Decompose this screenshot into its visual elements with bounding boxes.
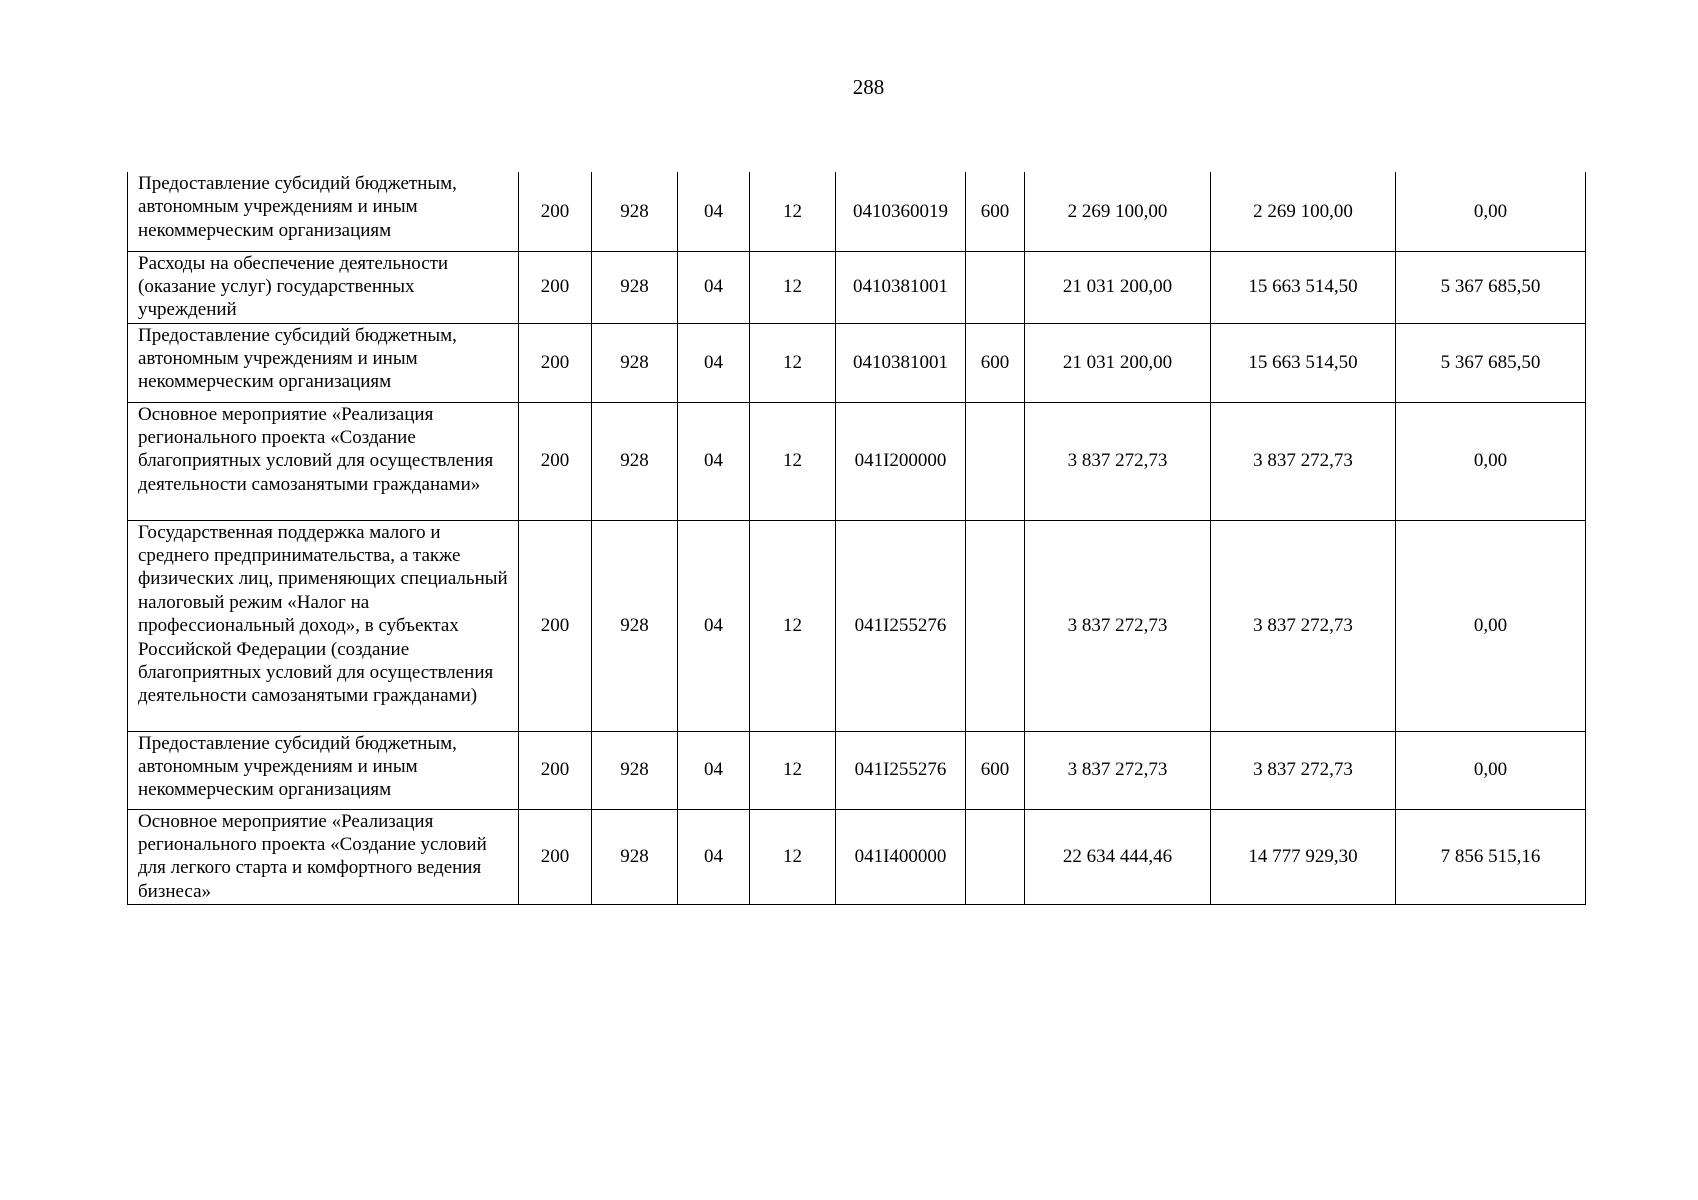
table-row — [128, 809, 1586, 904]
row-name-cell — [128, 520, 519, 731]
code-cell: 04 — [678, 251, 750, 323]
row-name: Предоставление субсидий бюджетным, автономным учреждениям и иным некоммерческим организациям — [138, 324, 457, 393]
executed-amount-cell: 14 777 929,30 — [1211, 809, 1396, 904]
code-cell: 04 — [678, 172, 750, 251]
expense-type-cell: 600 — [966, 731, 1025, 809]
code-cell: 04 — [678, 402, 750, 520]
executed-amount-cell: 15 663 514,50 — [1211, 251, 1396, 323]
target-code-cell: 041I200000 — [836, 402, 966, 520]
table-row — [128, 520, 1586, 731]
row-name-cell — [128, 402, 519, 520]
executed-amount-cell: 3 837 272,73 — [1211, 731, 1396, 809]
target-code-cell: 0410381001 — [836, 323, 966, 402]
code-cell: 200 — [519, 251, 592, 323]
row-name-cell — [128, 323, 519, 402]
code-cell: 928 — [592, 323, 678, 402]
target-code-cell: 0410360019 — [836, 172, 966, 251]
expense-type-cell — [966, 402, 1025, 520]
row-name: Предоставление субсидий бюджетным, автономным учреждениям и иным некоммерческим организациям — [138, 173, 457, 241]
budget-table — [127, 172, 1586, 905]
plan-amount-cell: 21 031 200,00 — [1025, 251, 1211, 323]
table-row — [128, 251, 1586, 323]
remainder-amount-cell: 0,00 — [1396, 520, 1586, 731]
table-row — [128, 323, 1586, 402]
remainder-amount-cell: 7 856 515,16 — [1396, 809, 1586, 904]
remainder-amount-cell: 5 367 685,50 — [1396, 323, 1586, 402]
code-cell: 12 — [750, 731, 836, 809]
code-cell: 200 — [519, 402, 592, 520]
executed-amount-cell: 3 837 272,73 — [1211, 520, 1396, 731]
plan-amount-cell: 3 837 272,73 — [1025, 520, 1211, 731]
code-cell: 12 — [750, 520, 836, 731]
remainder-amount-cell: 0,00 — [1396, 172, 1586, 251]
code-cell: 200 — [519, 172, 592, 251]
executed-amount-cell: 3 837 272,73 — [1211, 402, 1396, 520]
code-cell: 200 — [519, 809, 592, 904]
code-cell: 04 — [678, 520, 750, 731]
row-name: Основное мероприятие «Реализация регионального проекта «Создание условий для легкого старта и комфортного ведения бизнеса» — [138, 810, 487, 902]
row-name-cell — [128, 809, 519, 904]
plan-amount-cell: 21 031 200,00 — [1025, 323, 1211, 402]
expense-type-cell: 600 — [966, 323, 1025, 402]
plan-amount-cell: 3 837 272,73 — [1025, 402, 1211, 520]
target-code-cell: 041I255276 — [836, 520, 966, 731]
executed-amount-cell: 15 663 514,50 — [1211, 323, 1396, 402]
row-name-cell — [128, 251, 519, 323]
code-cell: 04 — [678, 809, 750, 904]
row-name-cell — [128, 731, 519, 809]
code-cell: 04 — [678, 323, 750, 402]
page-number: 288 — [852, 75, 885, 99]
remainder-amount-cell: 0,00 — [1396, 402, 1586, 520]
plan-amount-cell: 22 634 444,46 — [1025, 809, 1211, 904]
target-code-cell: 0410381001 — [836, 251, 966, 323]
code-cell: 12 — [750, 172, 836, 251]
plan-amount-cell: 2 269 100,00 — [1025, 172, 1211, 251]
target-code-cell: 041I400000 — [836, 809, 966, 904]
code-cell: 12 — [750, 251, 836, 323]
table-row — [128, 731, 1586, 809]
plan-amount-cell: 3 837 272,73 — [1025, 731, 1211, 809]
table-row — [128, 402, 1586, 520]
table-row — [128, 172, 1586, 251]
code-cell: 928 — [592, 251, 678, 323]
expense-type-cell — [966, 520, 1025, 731]
code-cell: 12 — [750, 402, 836, 520]
expense-type-cell — [966, 251, 1025, 323]
row-name: Основное мероприятие «Реализация регионального проекта «Создание благоприятных условий для осуществления деятельности самозанятыми гражданами» — [138, 403, 494, 495]
code-cell: 928 — [592, 809, 678, 904]
code-cell: 928 — [592, 402, 678, 520]
row-name-cell — [128, 172, 519, 251]
code-cell: 928 — [592, 520, 678, 731]
code-cell: 04 — [678, 731, 750, 809]
code-cell: 928 — [592, 731, 678, 809]
row-name: Предоставление субсидий бюджетным, автономным учреждениям и иным некоммерческим организациям — [138, 732, 457, 801]
code-cell: 200 — [519, 323, 592, 402]
row-name: Расходы на обеспечение деятельности (оказание услуг) государственных учреждений — [138, 252, 449, 321]
expense-type-cell: 600 — [966, 172, 1025, 251]
expense-type-cell — [966, 809, 1025, 904]
target-code-cell: 041I255276 — [836, 731, 966, 809]
code-cell: 12 — [750, 323, 836, 402]
code-cell: 200 — [519, 520, 592, 731]
remainder-amount-cell: 0,00 — [1396, 731, 1586, 809]
code-cell: 928 — [592, 172, 678, 251]
executed-amount-cell: 2 269 100,00 — [1211, 172, 1396, 251]
row-name: Государственная поддержка малого и среднего предпринимательства, а также физических лиц, применяющих специальный налоговый режим «Налог на профессиональный доход», в субъектах Российской Федерации (создание благоприятных условий для осуществления деятельности самозанятыми гражданами) — [138, 521, 508, 707]
code-cell: 12 — [750, 809, 836, 904]
code-cell: 200 — [519, 731, 592, 809]
remainder-amount-cell: 5 367 685,50 — [1396, 251, 1586, 323]
